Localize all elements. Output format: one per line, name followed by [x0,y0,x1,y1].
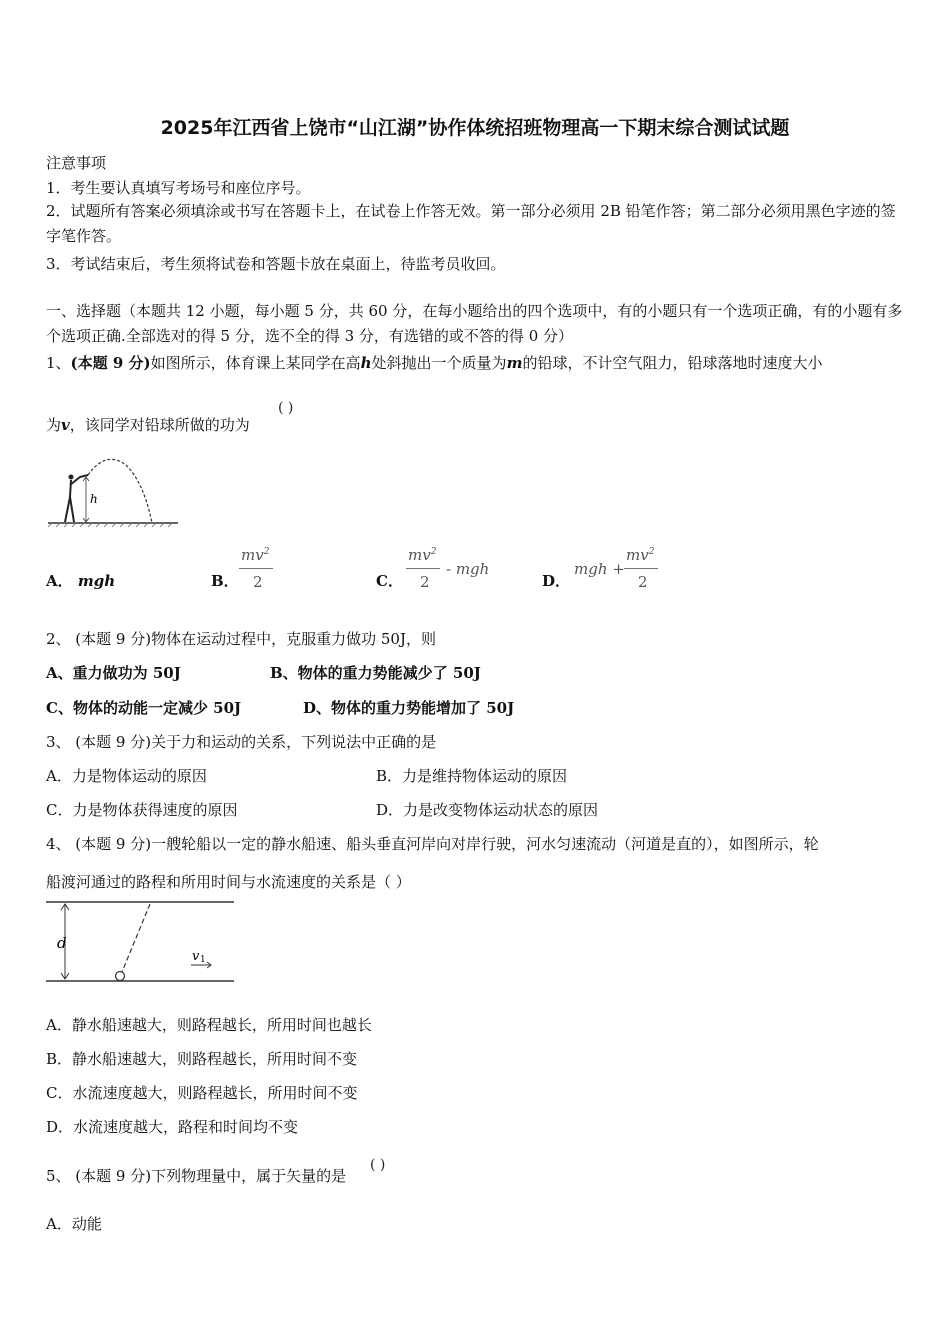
q3-option-b: B．力是维持物体运动的原因 [376,767,568,785]
river-crossing-figure [44,898,239,986]
q1-option-c-denominator: 2 [420,573,430,591]
q2-option-b: B、物体的重力势能减少了 50J [270,664,481,682]
q1-option-b-bar [239,568,273,569]
q3-option-c: C．力是物体获得速度的原因 [46,801,238,819]
q1-option-d-label: D． [542,572,571,590]
q4-option-c: C．水流速度越大，则路程越长，所用时间不变 [46,1084,358,1102]
notice-item-2: 2．试题所有答案必须填涂或书写在答题卡上，在试卷上作答无效。第一部分必须用 2B 铅笔作答；第二部分必须用黑色字迹的签字笔作答。 [46,202,896,245]
figure-label-d: d [57,934,67,952]
q2-stem: 2、 (本题 9 分)物体在运动过程中，克服重力做功 50J，则 [46,630,436,648]
q5-stem: 5、 (本题 9 分)下列物理量中，属于矢量的是 [46,1167,347,1185]
q5-answer-paren: ( ) [370,1157,386,1173]
q3-option-a: A．力是物体运动的原因 [46,767,207,785]
q4-option-b: B．静水船速越大，则路程越长，所用时间不变 [46,1050,358,1068]
q1-stem-line1: 1、(本题 9 分)如图所示，体育课上某同学在高h处斜抛出一个质量为m的铅球，不计空气阻力，铅球落地时速度大小 [46,354,823,372]
q1-option-d-bar [624,568,658,569]
page-title: 2025年江西省上饶市“山江湖”协作体统招班物理高一下期末综合测试试题 [160,117,790,139]
shot-put-figure [46,455,181,530]
q1-option-b-denominator: 2 [253,573,263,591]
notice-item-3: 3．考试结束后，考生须将试卷和答题卡放在桌面上，待监考员收回。 [46,255,506,273]
q4-option-a: A．静水船速越大，则路程越长，所用时间也越长 [46,1016,372,1034]
q1-option-b-label: B． [211,572,239,590]
q1-option-d-denominator: 2 [638,573,648,591]
q4-stem-line1: 4、 (本题 9 分)一艘轮船以一定的静水船速、船头垂直河岸向对岸行驶，河水匀速流动（河道是直的），如图所示，轮 [46,835,819,853]
q3-stem: 3、 (本题 9 分)关于力和运动的关系，下列说法中正确的是 [46,733,437,751]
notice-heading: 注意事项 [46,154,107,172]
figure-label-v: v [192,949,200,964]
q3-option-d: D．力是改变物体运动状态的原因 [376,801,599,819]
figure-label-v-subscript: 1 [200,955,206,965]
q2-option-c: C、物体的动能一定减少 50J [46,699,242,717]
section-heading: 一、选择题（本题共 12 小题，每小题 5 分，共 60 分，在每小题给出的四个选项中，有的小题只有一个选项正确，有的小题有多个选项正确.全部选对的得 5 分，选不全的得 3 分，有选错的或不答的得 0 分） [46,302,903,345]
q1-option-b-fraction: $mv^2$ [241,546,270,564]
q4-option-d: D．水流速度越大，路程和时间均不变 [46,1118,299,1136]
q5-option-a: A．动能 [46,1215,102,1233]
q1-option-a: A． mgh [46,572,116,590]
q1-option-c-tail: - mgh [446,560,490,578]
q1-stem-line2: 为v，该同学对铅球所做的功为 [46,416,250,434]
q4-stem-line2: 船渡河通过的路程和所用时间与水流速度的关系是（ ） [46,873,411,891]
q1-option-d-fraction: $mv^2$ [626,546,655,564]
q1-option-c-fraction: $mv^2$ [408,546,437,564]
q1-option-c-label: C． [376,572,403,590]
q2-option-a: A、重力做功为 50J [46,664,181,682]
q1-option-d-head: mgh + [574,560,625,578]
figure-label-h: h [90,492,98,506]
notice-item-1: 1．考生要认真填写考场号和座位序号。 [46,179,311,197]
q1-option-c-bar [406,568,440,569]
q1-answer-paren: ( ) [278,400,294,416]
q2-option-d: D、物体的重力势能增加了 50J [303,699,515,717]
